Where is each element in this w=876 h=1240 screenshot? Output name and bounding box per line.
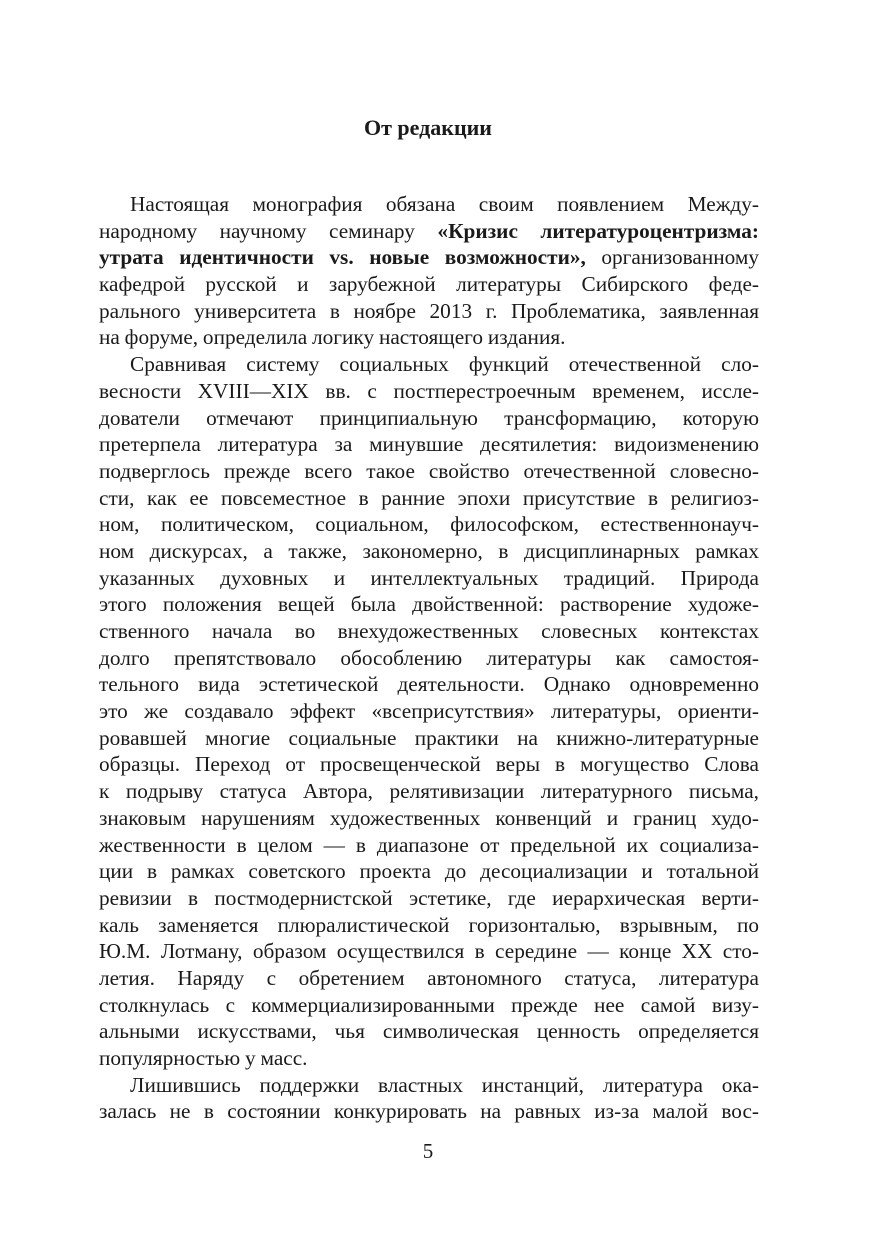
line-text: тельного вида эстетической деятельности. Однако одновременно bbox=[99, 672, 759, 697]
line-text: популярностью у масс. bbox=[99, 1046, 308, 1070]
line-text: к подрыву статуса Автора, релятивизации литературного письма, bbox=[99, 779, 759, 804]
line-text: претерпела литература за минувшие десятилетия: видоизменению bbox=[99, 432, 759, 457]
text-line bbox=[99, 858, 759, 885]
text-line bbox=[99, 912, 759, 939]
text-line bbox=[99, 511, 759, 538]
line-text: народному научному семинару bbox=[99, 218, 438, 243]
line-text: подверглось прежде всего такое свойство отечественной словесно- bbox=[99, 458, 759, 483]
line-text: ном, политическом, социальном, философском, естественнонауч- bbox=[99, 512, 759, 537]
page-heading: От редакции bbox=[364, 115, 492, 140]
line-text: Лишившись поддержки властных инстанций, литература ока- bbox=[130, 1072, 759, 1097]
text-line bbox=[99, 351, 759, 378]
text-line bbox=[99, 538, 759, 565]
line-text: каль заменяется плюралистической горизонталью, взрывным, по bbox=[99, 912, 759, 937]
line-text: указанных духовных и интеллектуальных традиций. Природа bbox=[99, 565, 759, 590]
text-line bbox=[99, 725, 759, 752]
line-text: на форуме, определила логику настоящего издания. bbox=[99, 325, 566, 350]
line-text: это же создавало эффект «всеприсутствия» литературы, ориенти- bbox=[99, 699, 759, 724]
line-text: этого положения вещей была двойственной: растворение художе- bbox=[99, 592, 759, 617]
line-text: знаковым нарушениям художественных конвенций и границ худо- bbox=[99, 805, 759, 830]
text-line bbox=[99, 244, 759, 271]
text-line bbox=[99, 1098, 759, 1125]
text-line bbox=[99, 565, 759, 592]
text-line bbox=[99, 751, 759, 778]
text-line bbox=[99, 405, 759, 432]
line-text: организованному bbox=[585, 245, 759, 270]
line-text: сти, как ее повсеместное в ранние эпохи присутствие в религиоз- bbox=[99, 485, 759, 510]
line-text: ции в рамках советского проекта до десоциализации и тотальной bbox=[99, 859, 759, 884]
text-line bbox=[99, 698, 759, 725]
line-text: ровавшей многие социальные практики на книжно-литературные bbox=[99, 725, 759, 750]
text-line bbox=[99, 378, 759, 405]
line-text: столкнулась с коммерциализированными прежде нее самой визу- bbox=[99, 992, 759, 1017]
line-text: рального университета в ноябре 2013 г. Проблематика, заявленная bbox=[99, 298, 759, 323]
text-line bbox=[99, 271, 759, 298]
text-line bbox=[99, 298, 759, 325]
text-line bbox=[99, 778, 759, 805]
bold-text: утрата идентичности vs. новые возможности», bbox=[99, 245, 586, 270]
text-line bbox=[99, 965, 759, 992]
bold-text: «Кризис литературоцентризма: bbox=[437, 218, 759, 243]
line-text: весности XVIII—XIX вв. с постперестроечным временем, иссле- bbox=[99, 378, 759, 403]
text-line bbox=[99, 992, 759, 1019]
page-number: 5 bbox=[422, 1139, 434, 1163]
line-text: ственного начала во внехудожественных словесных контекстах bbox=[99, 619, 759, 643]
line-text: дователи отмечают принципиальную трансформацию, которую bbox=[99, 405, 759, 430]
text-line bbox=[99, 832, 759, 859]
text-line bbox=[99, 324, 759, 351]
text-line bbox=[99, 1045, 759, 1072]
text-line bbox=[99, 431, 759, 458]
line-text: залась не в состоянии конкурировать на равных из-за малой вос- bbox=[99, 1099, 759, 1124]
text-line bbox=[99, 591, 759, 618]
line-text: жественности в целом — в диапазоне от предельной их социализа- bbox=[99, 832, 759, 857]
text-line bbox=[99, 938, 759, 965]
text-line bbox=[99, 645, 759, 672]
text-line bbox=[99, 618, 759, 645]
line-text: Сравнивая систему социальных функций отечественной сло- bbox=[130, 352, 759, 377]
text-line bbox=[99, 458, 759, 485]
line-text: ревизии в постмодернистской эстетике, где иерархическая верти- bbox=[99, 885, 759, 910]
line-text: Настоящая монография обязана своим появлением Между- bbox=[130, 192, 759, 216]
text-line bbox=[99, 218, 759, 245]
line-text: кафедрой русской и зарубежной литературы Сибирского феде- bbox=[99, 272, 759, 297]
text-line bbox=[99, 671, 759, 698]
text-line bbox=[99, 1072, 759, 1099]
line-text: Ю.М. Лотману, образом осуществился в середине — конце XX сто- bbox=[99, 939, 759, 964]
line-text: образцы. Переход от просвещенческой веры в могущество Слова bbox=[99, 752, 759, 777]
line-text: ном дискурсах, а также, закономерно, в дисциплинарных рамках bbox=[99, 538, 759, 563]
body-text bbox=[99, 191, 759, 1125]
line-text: альными искусствами, чья символическая ценность определяется bbox=[99, 1019, 759, 1044]
text-line bbox=[99, 191, 759, 218]
text-line bbox=[99, 805, 759, 832]
line-text: долго препятствовало обособлению литературы как самостоя- bbox=[99, 645, 759, 670]
line-text: летия. Наряду с обретением автономного статуса, литература bbox=[99, 965, 759, 990]
text-line bbox=[99, 485, 759, 512]
text-line bbox=[99, 885, 759, 912]
text-line bbox=[99, 1018, 759, 1045]
